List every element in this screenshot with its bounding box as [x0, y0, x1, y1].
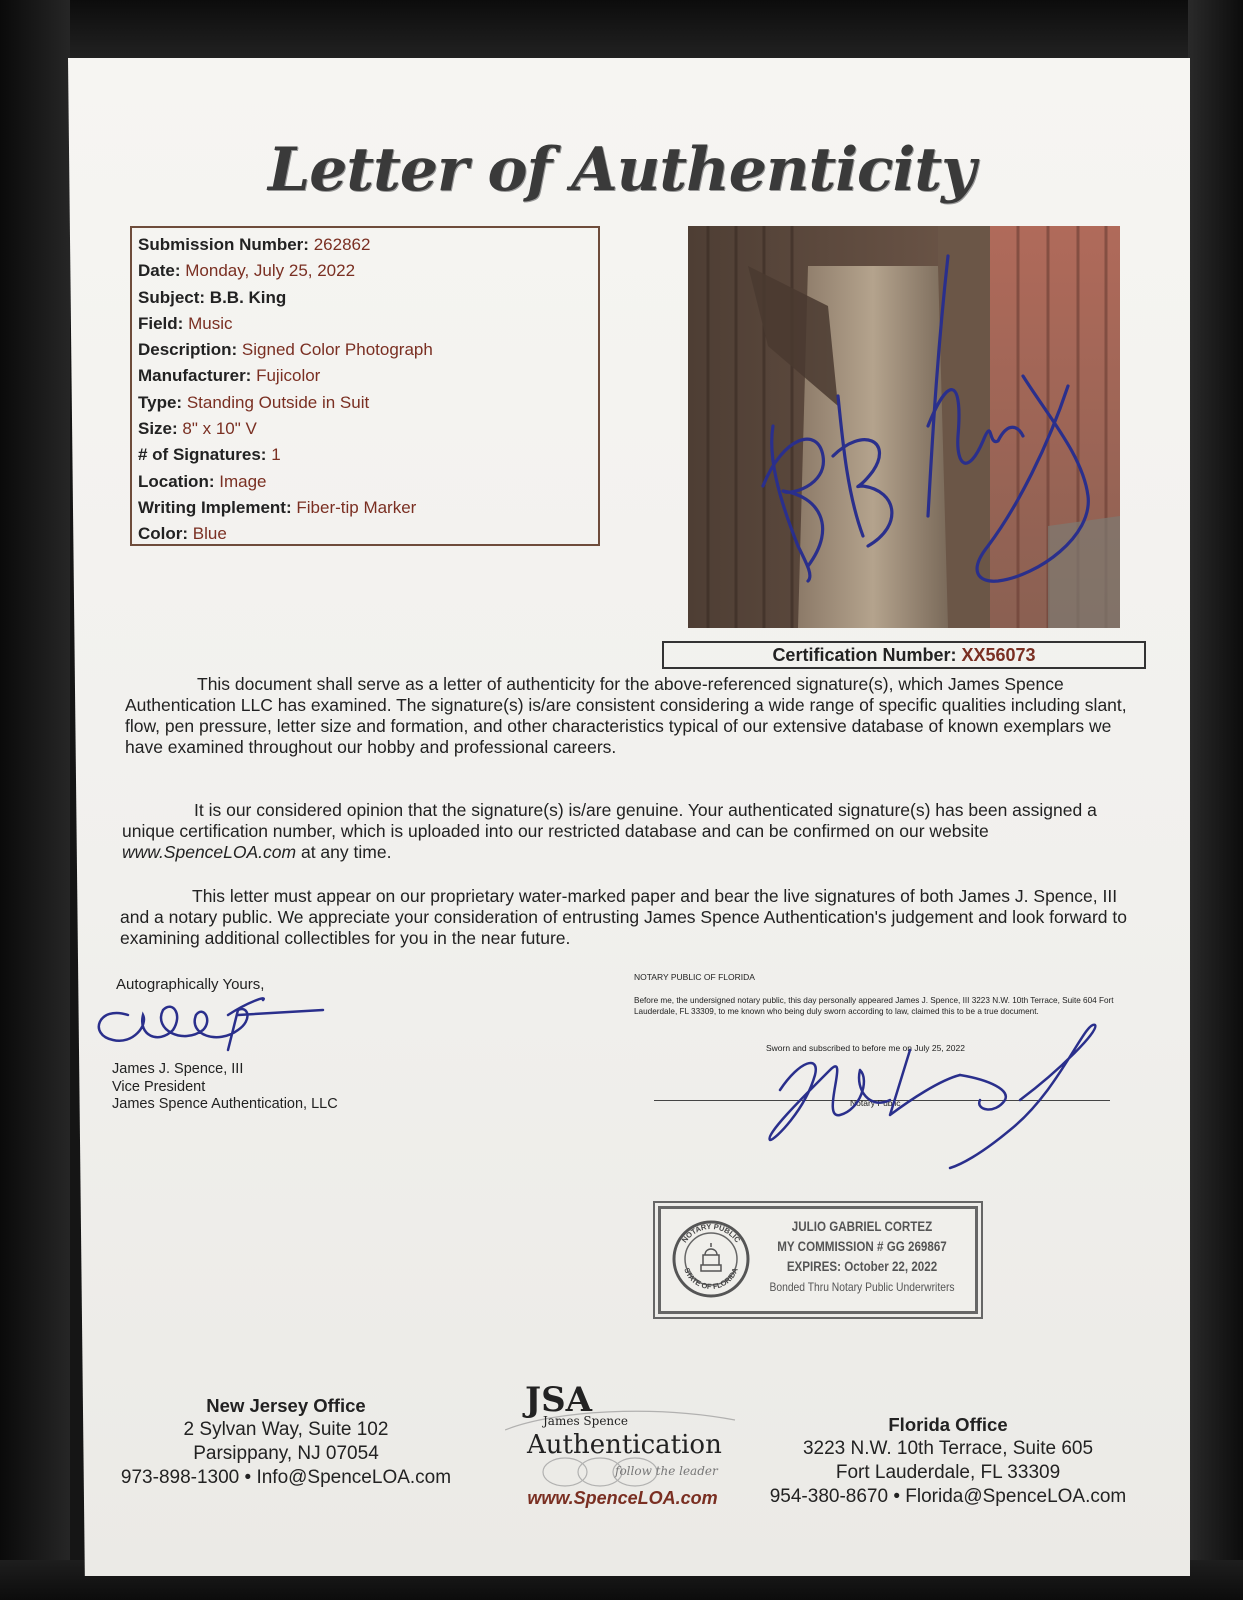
info-value: Signed Color Photograph [241, 340, 433, 360]
paragraph-1 [125, 674, 1135, 758]
paragraph-2-text-b: at any time. [296, 842, 392, 862]
info-label: Location: [138, 471, 215, 491]
notary-sworn-line: Sworn and subscribed to before me on July 25, 2022 [766, 1043, 965, 1053]
stamp-bonded: Bonded Thru Notary Public Underwriters [769, 1280, 955, 1294]
certification-number: XX56073 [961, 645, 1036, 665]
info-label: Subject: [138, 287, 206, 307]
info-row [138, 363, 592, 389]
nj-office-contact: 973-898-1300 • Info@SpenceLOA.com [120, 1467, 452, 1488]
info-label: Submission Number: [138, 235, 309, 254]
spence-signature [88, 990, 328, 1060]
seal-bottom-text: STATE OF FLORIDA [682, 1266, 740, 1292]
info-value: Fiber-tip Marker [296, 497, 417, 517]
info-row [138, 337, 592, 363]
notary-seal-icon [671, 1219, 751, 1299]
fl-office-name: Florida Office [888, 1414, 1008, 1435]
signatory-role: Vice President [112, 1078, 206, 1095]
fl-office-contact: 954-380-8670 • Florida@SpenceLOA.com [769, 1486, 1127, 1507]
notary-body: Before me, the undersigned notary public, this day personally appeared James J. Spence, III 3223 N.W. 10th Terrace, Suite 604 Fort Lauderdale, FL 33309, to me known who being duly sworn according to law, claimed this to be a true document. [634, 996, 1114, 1016]
nj-office [116, 1394, 456, 1490]
background-top [0, 0, 1243, 60]
certification-number-box [662, 641, 1146, 669]
info-label: Field: [138, 313, 184, 333]
background-left [0, 0, 70, 1600]
jsa-mark: JSA [525, 1380, 593, 1420]
fl-office-line1: 3223 N.W. 10th Terrace, Suite 605 [802, 1438, 1094, 1459]
info-value: Music [188, 313, 233, 333]
signatory-name: James J. Spence, III [112, 1061, 244, 1077]
info-label: Size: [138, 419, 178, 439]
bb-king-autograph [688, 226, 1120, 628]
info-value: B.B. King [209, 287, 287, 307]
fl-office-line2: Fort Lauderdale, FL 33309 [835, 1462, 1061, 1483]
stamp-text [767, 1217, 958, 1297]
submission-info-box [130, 226, 600, 546]
info-row [138, 390, 592, 416]
paragraph-3 [120, 886, 1130, 949]
info-row [138, 521, 592, 547]
fl-office [768, 1413, 1128, 1509]
jsa-tagline: follow the leader [615, 1464, 718, 1478]
info-label: Type: [138, 392, 183, 412]
info-label: Description: [138, 340, 238, 360]
website-link[interactable]: www.SpenceLOA.com [122, 842, 297, 862]
seal-top-text: NOTARY PUBLIC [679, 1221, 743, 1245]
info-row [138, 232, 592, 258]
jsa-authentication-text: Authentication [527, 1430, 722, 1460]
signed-photo-thumbnail [688, 226, 1120, 628]
info-value: Standing Outside in Suit [186, 392, 370, 412]
paragraph-1-text: This document shall serve as a letter of authenticity for the above-referenced signature(s), which James Spence Authentication LLC has examined. The signature(s) is/are consistent considering a wide range of specific qualities including slant, flow, pen pressure, letter size and formation, and other characteristics typical of our extensive database of known exemplars we have examined throughout our hobby and professional careers. [125, 674, 1127, 757]
paragraph-2-text-a: It is our considered opinion that the signature(s) is/are genuine. Your authenticated signature(s) has been assigned a unique certification number, which is uploaded into our restricted database and can be confirmed on our website [122, 800, 1097, 841]
info-value: Fujicolor [256, 366, 321, 386]
info-row [138, 311, 592, 337]
info-label: Writing Implement: [138, 497, 292, 517]
certification-label: Certification Number: [772, 645, 957, 665]
svg-text:STATE OF FLORIDA [682, 1266, 740, 1291]
paragraph-3-text: This letter must appear on our proprietary water-marked paper and bear the live signatures of both James J. Spence, III and a notary public. We appreciate your consideration of entrusting James Spence Authentication's judgement and look forward to examining additional collectibles for you in the near future. [120, 886, 1127, 948]
info-value: Image [219, 471, 267, 491]
info-row [138, 495, 592, 521]
info-row [138, 416, 592, 442]
info-label: Date: [138, 261, 181, 281]
notary-signature [760, 1020, 1120, 1180]
info-label: # of Signatures: [138, 445, 267, 465]
closing-salutation: Autographically Yours, [116, 976, 265, 993]
info-value: Monday, July 25, 2022 [185, 261, 356, 281]
info-value: 8" x 10" V [182, 419, 257, 439]
info-label: Manufacturer: [138, 366, 252, 386]
paragraph-2 [122, 800, 1132, 863]
info-value: Blue [192, 524, 227, 544]
info-row [138, 442, 592, 468]
stamp-expires: EXPIRES: October 22, 2022 [786, 1259, 938, 1274]
stamp-commission: MY COMMISSION # GG 269867 [777, 1239, 947, 1254]
stamp-name: JULIO GABRIEL CORTEZ [791, 1219, 933, 1234]
info-value: 262862 [313, 235, 371, 254]
page-title: Letter of Authenticity [268, 135, 975, 205]
info-row [138, 258, 592, 284]
notary-public-label: Notary Public [850, 1098, 901, 1108]
nj-office-name: New Jersey Office [206, 1395, 366, 1416]
jsa-website[interactable]: www.SpenceLOA.com [527, 1488, 718, 1508]
jsa-logo [505, 1380, 740, 1520]
jsa-small-text: James Spence [543, 1414, 628, 1428]
signatory-block [112, 1061, 338, 1114]
info-value: 1 [271, 445, 281, 465]
background-right [1188, 0, 1243, 1600]
notary-stamp [658, 1206, 978, 1314]
info-label: Color: [138, 524, 189, 544]
nj-office-line2: Parsippany, NJ 07054 [193, 1443, 379, 1464]
info-row [138, 469, 592, 495]
signatory-company: James Spence Authentication, LLC [112, 1096, 338, 1112]
nj-office-line1: 2 Sylvan Way, Suite 102 [183, 1419, 389, 1440]
info-row [138, 285, 592, 311]
notary-heading: NOTARY PUBLIC OF FLORIDA [634, 972, 755, 982]
